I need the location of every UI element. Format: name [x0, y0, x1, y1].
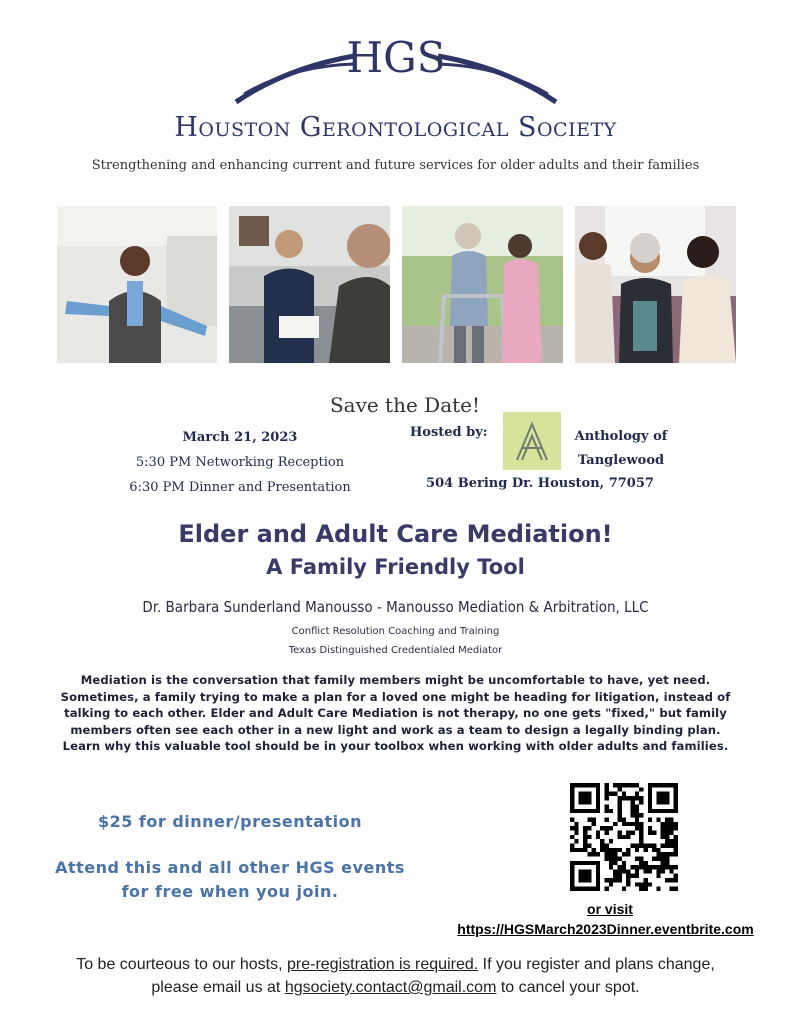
qr-code[interactable] — [570, 783, 678, 891]
price: $25 for dinner/presentation — [97, 812, 363, 831]
photo-walker — [402, 206, 563, 363]
logo-text: HGS — [346, 33, 446, 82]
tagline: Strengthening and enhancing current and future services for older adults and their families — [91, 158, 700, 173]
host-logo — [503, 412, 561, 470]
save-the-date-heading: Save the Date! — [329, 393, 481, 417]
photo-presenter — [57, 206, 217, 363]
speaker: Dr. Barbara Sunderland Manousso - Manousso Mediation & Arbitration, LLC — [142, 598, 649, 616]
photo-consultation — [229, 206, 390, 363]
footer-note: To be courteous to our hosts, pre-registration is required. If you register and plans change, please email us at hgsociety.contact@gmail.com to cancel your spot. — [76, 956, 715, 996]
hosted-by-label: Hosted by: — [410, 425, 488, 440]
membership-note: Attend this and all other HGS events for free when you join. — [55, 858, 405, 901]
talk-title: Elder and Adult Care Mediation! — [178, 520, 613, 548]
pre-registration-link[interactable]: pre-registration is required. — [287, 956, 479, 973]
talk-description: Mediation is the conversation that family members might be uncomfortable to have, yet need. Sometimes, a family trying to make a plan for a loved one might be heading for litigation, instead of talking to each other. Elder and Adult Care Mediation is not therapy, no one gets "fixed," but family members often see each other in a new light and work as a team to design a legally binding plan. Learn why this valuable tool should be in your toolbox when working with older adults and families. — [60, 673, 731, 753]
speaker-credential-1: Conflict Resolution Coaching and Training — [291, 626, 500, 637]
speaker-credential-2: Texas Distinguished Credentialed Mediator — [288, 645, 503, 656]
registration-link[interactable]: https://HGSMarch2023Dinner.eventbrite.com — [457, 921, 754, 937]
event-time-reception: 5:30 PM Networking Reception — [135, 455, 345, 470]
host-name: Anthology of Tanglewood — [574, 429, 668, 468]
talk-subtitle: A Family Friendly Tool — [266, 555, 525, 579]
or-visit-label: or visit — [587, 901, 633, 917]
contact-email-link[interactable]: hgsociety.contact@gmail.com — [284, 979, 497, 996]
event-time-dinner: 6:30 PM Dinner and Presentation — [129, 480, 351, 495]
event-date: March 21, 2023 — [182, 430, 298, 445]
society-name: Houston Gerontological Society — [174, 112, 617, 143]
host-address: 504 Bering Dr. Houston, 77057 — [426, 476, 654, 491]
photo-family — [575, 206, 736, 363]
hgs-logo — [226, 28, 566, 112]
